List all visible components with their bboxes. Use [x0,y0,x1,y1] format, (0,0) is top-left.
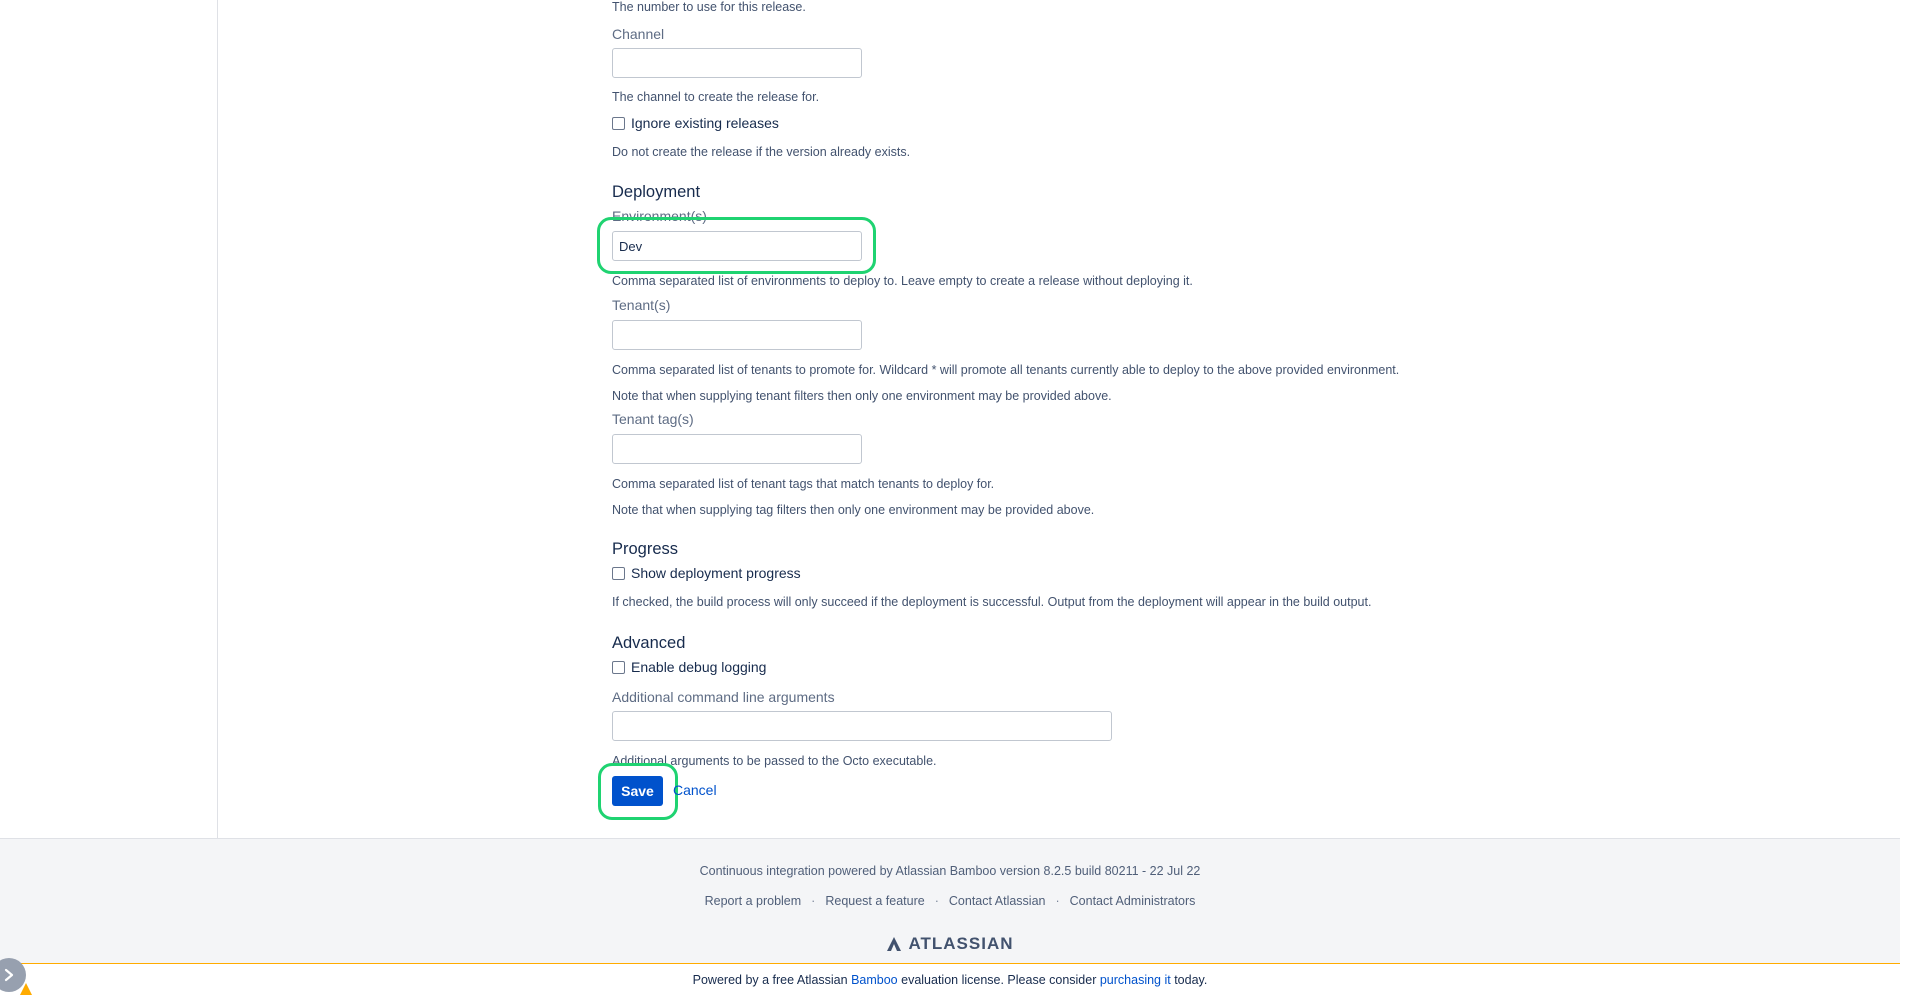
ignore-existing-row[interactable] [612,115,779,131]
atlassian-wordmark: ATLASSIAN [908,934,1014,953]
atlassian-logo[interactable] [0,934,1900,954]
warning-icon [20,983,32,995]
tenants-note: Note that when supplying tenant filters then only one environment may be provided above. [612,389,1112,403]
bamboo-link[interactable]: Bamboo [851,973,898,987]
cli-args-input[interactable] [612,711,1112,741]
cli-args-label: Additional command line arguments [612,689,835,705]
tenants-label: Tenant(s) [612,297,671,313]
cancel-link[interactable]: Cancel [673,782,717,798]
contact-atlassian-link[interactable]: Contact Atlassian [948,894,1046,908]
show-progress-checkbox[interactable] [612,567,625,580]
channel-input[interactable] [612,48,862,78]
progress-heading: Progress [612,540,679,558]
tenants-help: Comma separated list of tenants to promote for. Wildcard * will promote all tenants currently able to deploy to the above provided environment. [612,363,1400,377]
deployment-heading: Deployment [612,183,701,201]
purchase-link[interactable]: purchasing it [1099,973,1171,987]
license-text [0,973,1900,987]
tenant-tags-input[interactable] [612,434,862,464]
ignore-existing-help: Do not create the release if the version already exists. [612,145,911,159]
show-progress-label[interactable]: Show deployment progress [631,565,801,581]
right-scroll-gutter [1900,0,1920,995]
ignore-existing-checkbox[interactable] [612,117,625,130]
channel-help: The channel to create the release for. [612,90,820,104]
license-banner [0,963,1900,996]
page-footer [0,838,1900,964]
tenants-input[interactable] [612,320,862,350]
cli-args-help: Additional arguments to be passed to the Octo executable. [612,754,937,768]
tenant-tags-help: Comma separated list of tenant tags that match tenants to deploy for. [612,477,995,491]
environments-label: Environment(s) [612,208,707,224]
footer-separator: · [934,894,939,908]
debug-logging-label[interactable]: Enable debug logging [631,659,767,675]
footer-powered-by: Continuous integration powered by Atlassian Bamboo version 8.2.5 build 80211 - 22 Jul 22 [699,864,1201,878]
chevron-right-icon [2,968,16,982]
contact-admins-link[interactable]: Contact Administrators [1069,894,1196,908]
license-suffix: today. [1170,973,1208,987]
show-progress-help: If checked, the build process will only succeed if the deployment is successful. Output from the deployment will appear in the build output. [612,595,1372,609]
atlassian-icon [886,936,902,952]
license-prefix: Powered by a free Atlassian [692,973,852,987]
license-middle: evaluation license. Please consider [897,973,1100,987]
save-button[interactable]: Save [612,776,663,806]
tenant-tags-note: Note that when supplying tag filters then only one environment may be provided above. [612,503,1095,517]
footer-separator: · [811,894,816,908]
environments-help: Comma separated list of environments to deploy to. Leave empty to create a release without deploying it. [612,274,1193,288]
footer-separator: · [1055,894,1060,908]
show-progress-row[interactable] [612,565,801,581]
debug-logging-checkbox[interactable] [612,661,625,674]
channel-label: Channel [612,26,665,42]
tenant-tags-label: Tenant tag(s) [612,411,694,427]
request-feature-link[interactable]: Request a feature [825,894,925,908]
release-number-help: The number to use for this release. [612,0,806,14]
advanced-heading: Advanced [612,634,686,652]
ignore-existing-label[interactable]: Ignore existing releases [631,115,779,131]
environments-input[interactable] [612,231,862,261]
report-problem-link[interactable]: Report a problem [704,894,802,908]
footer-links [0,894,1900,908]
left-sidebar-divider [217,0,218,838]
debug-logging-row[interactable] [612,659,766,675]
